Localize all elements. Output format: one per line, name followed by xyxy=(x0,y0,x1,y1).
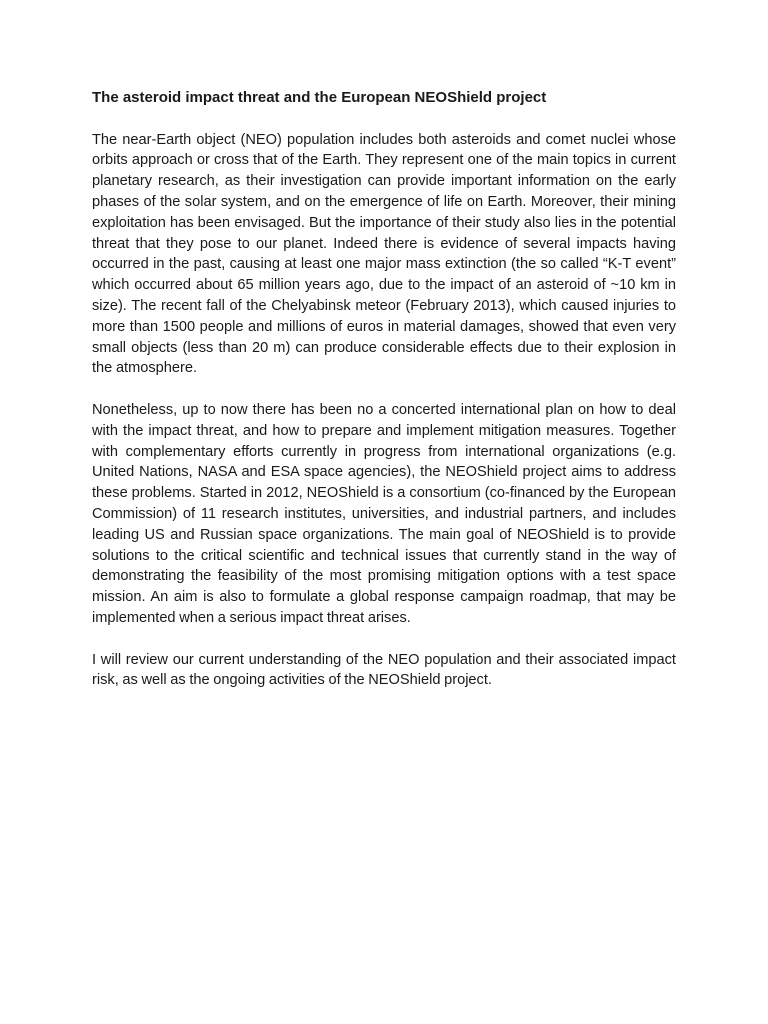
paragraph-review: I will review our current understanding of the NEO population and their associated impact risk, as well as the ongoing activities of the NEOShield project. xyxy=(92,651,676,689)
document-title: The asteroid impact threat and the European NEOShield project xyxy=(92,89,547,106)
paragraph-neoshield-project: Nonetheless, up to now there has been no a concerted international plan on how to deal with the impact threat, and how to prepare and implement mitigation measures. Together with complementary efforts currently in progress from international organizations (e.g. United Nations, NASA and ESA space agencies), the NEOShield project aims to address these problems. Started in 2012, NEOShield is a consortium (co-financed by the European Commission) of 11 research institutes, universities, and industrial partners, and includes leading US and Russian space organizations. The main goal of NEOShield is to provide solutions to the critical scientific and technical issues that currently stand in the way of demonstrating the feasibility of the most promising mitigation options with a test space mission. An aim is also to formulate a global response campaign roadmap, that may be implemented when a serious impact threat arises. xyxy=(92,401,676,626)
paragraph-neo-population: The near-Earth object (NEO) population includes both asteroids and comet nuclei whose orbits approach or cross that of the Earth. They represent one of the main topics in current planetary research, as their investigation can provide important information on the early phases of the solar system, and on the emergence of life on Earth. Moreover, their mining exploitation has been envisaged. But the importance of their study also lies in the potential threat that they pose to our planet. Indeed there is evidence of several impacts having occurred in the past, causing at least one major mass extinction (the so called “K-T event” which occurred about 65 million years ago, due to the impact of an asteroid of ~10 km in size). The recent fall of the Chelyabinsk meteor (February 2013), which caused injuries to more than 1500 people and millions of euros in material damages, showed that even very small objects (less than 20 m) can produce considerable effects due to their explosion in the atmosphere. xyxy=(92,131,676,377)
document-page xyxy=(92,88,676,712)
